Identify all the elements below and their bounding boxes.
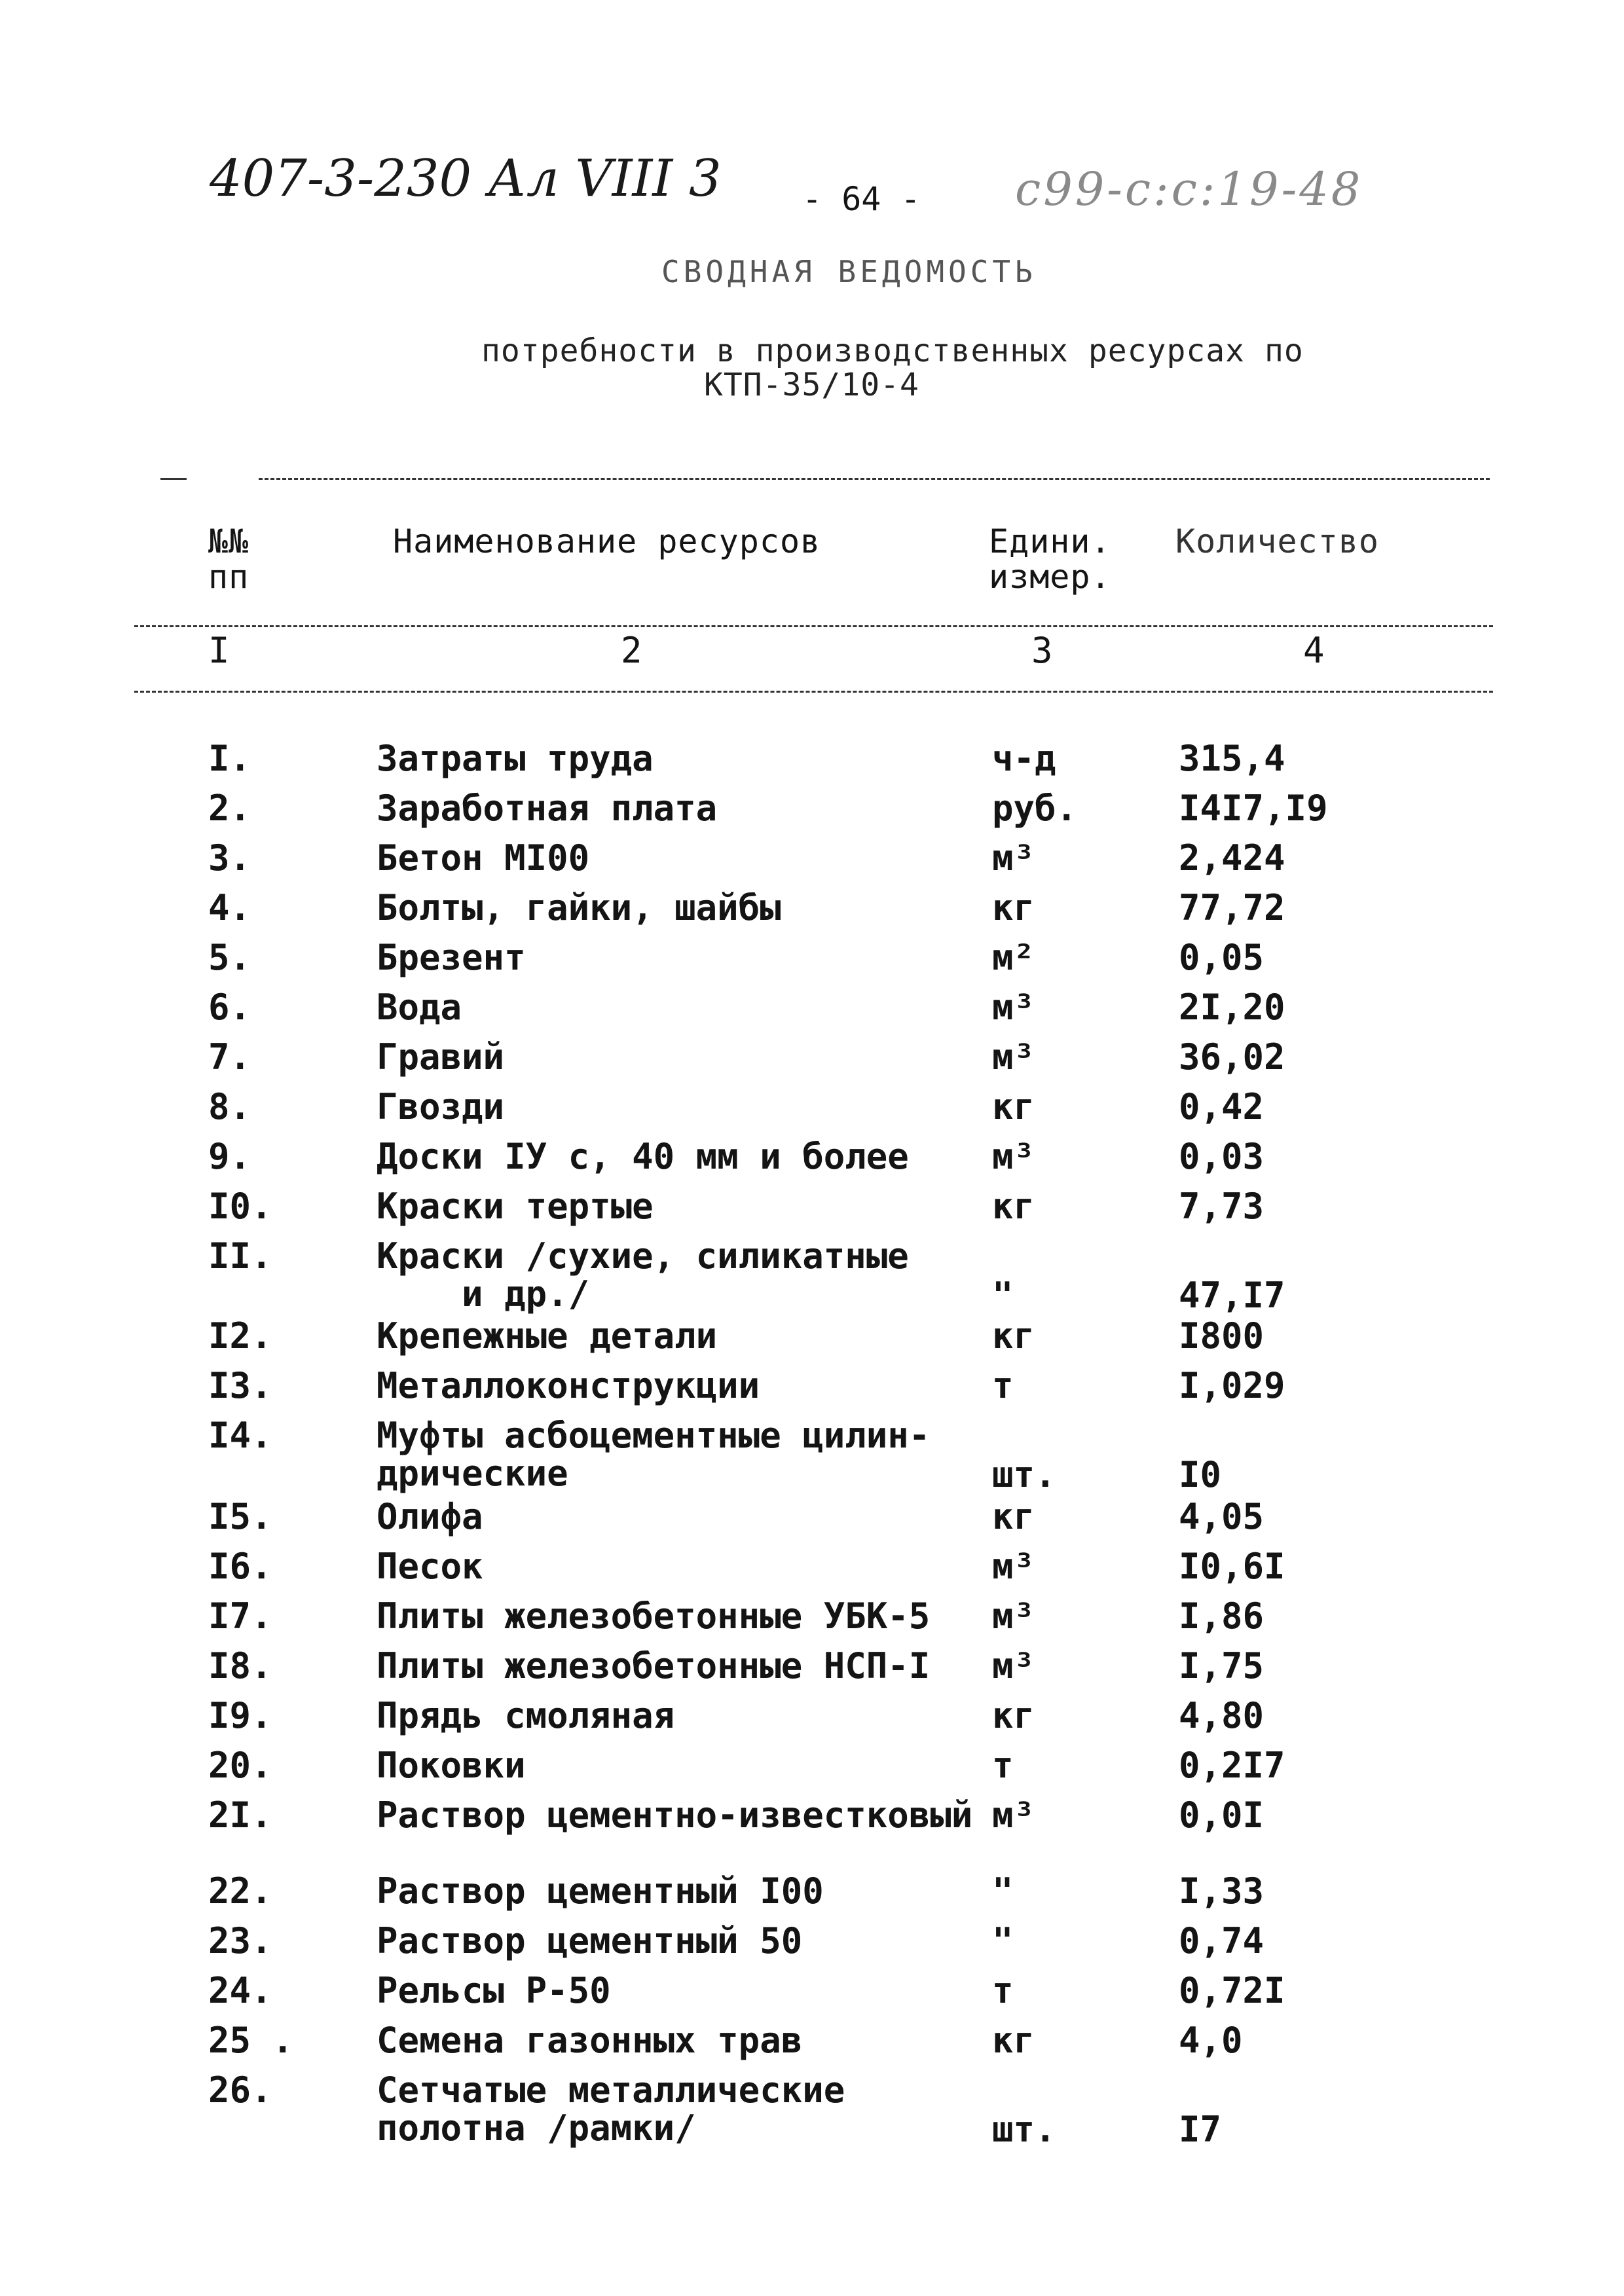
row-number: I0. xyxy=(208,1186,272,1227)
quantity: 2I,20 xyxy=(1179,987,1285,1028)
resource-name: Поковки xyxy=(377,1745,526,1786)
quantity: 0,03 xyxy=(1179,1136,1264,1177)
header-num-label: №№ пп xyxy=(208,522,249,596)
row-number: 5. xyxy=(208,937,251,978)
stamp-number: с99-с:с:19-48 xyxy=(1015,162,1363,216)
quantity: 7,73 xyxy=(1179,1186,1264,1227)
row-number: I6. xyxy=(208,1546,272,1587)
quantity: I7 xyxy=(1179,2109,1222,2150)
unit-of-measure: руб. xyxy=(992,788,1078,829)
quantity: 0,2I7 xyxy=(1179,1745,1285,1786)
unit-of-measure: кг xyxy=(992,1086,1035,1127)
row-number: 26. xyxy=(208,2069,272,2111)
resource-name: Краски тертые xyxy=(377,1186,654,1227)
page-number: - 64 - xyxy=(802,180,921,218)
quantity: I,33 xyxy=(1179,1870,1264,1912)
unit-of-measure: кг xyxy=(992,887,1035,928)
quantity: 2,424 xyxy=(1179,837,1285,879)
resource-name: Семена газонных трав xyxy=(377,2020,803,2061)
unit-of-measure: шт. xyxy=(992,2109,1056,2150)
unit-of-measure: м³ xyxy=(992,1036,1035,1078)
unit-of-measure: шт. xyxy=(992,1454,1056,1495)
unit-of-measure: м² xyxy=(992,937,1035,978)
quantity: 0,0I xyxy=(1179,1795,1264,1836)
row-number: 9. xyxy=(208,1136,251,1177)
quantity: 0,74 xyxy=(1179,1920,1264,1961)
header-unit-label: Едини. измер. xyxy=(989,522,1111,596)
quantity: I,029 xyxy=(1179,1365,1285,1406)
resource-name: Затраты труда xyxy=(377,738,654,779)
quantity: 0,42 xyxy=(1179,1086,1264,1127)
resource-name: Бетон МI00 xyxy=(377,837,590,879)
row-number: II. xyxy=(208,1235,272,1277)
document-subtitle-object: КТП-35/10-4 xyxy=(704,367,919,403)
row-number: 6. xyxy=(208,987,251,1028)
row-number: 8. xyxy=(208,1086,251,1127)
col-number-3: 3 xyxy=(1031,630,1053,671)
row-number: I3. xyxy=(208,1365,272,1406)
resource-name: Раствор цементный 50 xyxy=(377,1920,803,1961)
quantity: 4,05 xyxy=(1179,1496,1264,1537)
column-numbers-bottom-rule xyxy=(134,691,1493,693)
row-number: 2. xyxy=(208,788,251,829)
resource-name: Плиты железобетонные НСП-I xyxy=(377,1645,931,1686)
row-number: I8. xyxy=(208,1645,272,1686)
quantity: 0,72I xyxy=(1179,1970,1285,2011)
unit-of-measure: " xyxy=(992,1275,1014,1316)
resource-name: Песок xyxy=(377,1546,483,1587)
resource-name: Сетчатые металлические полотна /рамки/ xyxy=(377,2069,845,2149)
unit-of-measure: м³ xyxy=(992,1645,1035,1686)
unit-of-measure: ч-д xyxy=(992,738,1056,779)
document-title: СВОДНАЯ ВЕДОМОСТЬ xyxy=(661,254,1037,289)
row-number: 20. xyxy=(208,1745,272,1786)
unit-of-measure: " xyxy=(992,1870,1014,1912)
unit-of-measure: кг xyxy=(992,1186,1035,1227)
resource-name: Гвозди xyxy=(377,1086,505,1127)
unit-of-measure: кг xyxy=(992,1496,1035,1537)
row-number: I9. xyxy=(208,1695,272,1736)
resource-name: Болты, гайки, шайбы xyxy=(377,887,781,928)
col-number-2: 2 xyxy=(621,630,642,671)
row-number: 3. xyxy=(208,837,251,879)
row-number: I7. xyxy=(208,1595,272,1637)
quantity: I,75 xyxy=(1179,1645,1264,1686)
unit-of-measure: " xyxy=(992,1920,1014,1961)
table-top-rule-short xyxy=(160,478,187,480)
quantity: 77,72 xyxy=(1179,887,1285,928)
resource-name: Рельсы Р-50 xyxy=(377,1970,611,2011)
col-number-4: 4 xyxy=(1303,630,1325,671)
header-qty: Количество xyxy=(1175,522,1380,560)
unit-of-measure: м³ xyxy=(992,1595,1035,1637)
row-number: 7. xyxy=(208,1036,251,1078)
resource-name: Раствор цементный I00 xyxy=(377,1870,824,1912)
quantity: I4I7,I9 xyxy=(1179,788,1328,829)
resource-name: Олифа xyxy=(377,1496,483,1537)
resource-name: Металлоконструкции xyxy=(377,1365,760,1406)
row-number: 24. xyxy=(208,1970,272,2011)
quantity: I0,6I xyxy=(1179,1546,1285,1587)
unit-of-measure: м³ xyxy=(992,1136,1035,1177)
row-number: 23. xyxy=(208,1920,272,1961)
unit-of-measure: м³ xyxy=(992,1795,1035,1836)
unit-of-measure: м³ xyxy=(992,837,1035,879)
quantity: 4,80 xyxy=(1179,1695,1264,1736)
unit-of-measure: т xyxy=(992,1365,1014,1406)
resource-name: Заработная плата xyxy=(377,788,718,829)
quantity: 47,I7 xyxy=(1179,1275,1285,1316)
resource-name: Доски IУ с, 40 мм и более xyxy=(377,1136,909,1177)
resource-name: Гравий xyxy=(377,1036,505,1078)
quantity: 4,0 xyxy=(1179,2020,1243,2061)
unit-of-measure: кг xyxy=(992,2020,1035,2061)
resource-name: Плиты железобетонные УБК-5 xyxy=(377,1595,931,1637)
header-bottom-rule xyxy=(134,625,1493,627)
document-subtitle: потребности в производственных ресурсах по xyxy=(481,333,1304,369)
unit-of-measure: м³ xyxy=(992,1546,1035,1587)
quantity: 36,02 xyxy=(1179,1036,1285,1078)
resource-name: Крепежные детали xyxy=(377,1315,718,1357)
row-number: 4. xyxy=(208,887,251,928)
unit-of-measure: кг xyxy=(992,1695,1035,1736)
resource-name: Вода xyxy=(377,987,462,1028)
unit-of-measure: кг xyxy=(992,1315,1035,1357)
header-num xyxy=(208,524,261,594)
row-number: 2I. xyxy=(208,1795,272,1836)
header-name: Наименование ресурсов xyxy=(393,522,821,560)
row-number: I5. xyxy=(208,1496,272,1537)
row-number: I4. xyxy=(208,1415,272,1456)
table-top-rule xyxy=(259,478,1490,480)
resource-name: Прядь смоляная xyxy=(377,1695,675,1736)
row-number: I. xyxy=(208,738,251,779)
quantity: 315,4 xyxy=(1179,738,1285,779)
document-code: 407-3-230 Ал VIII 3 xyxy=(210,149,722,208)
row-number: 25 . xyxy=(208,2020,294,2061)
unit-of-measure: т xyxy=(992,1745,1014,1786)
resource-name: Краски /сухие, силикатные и др./ xyxy=(377,1235,909,1315)
header-unit xyxy=(989,524,1126,594)
unit-of-measure: м³ xyxy=(992,987,1035,1028)
col-number-1: I xyxy=(208,630,230,671)
row-number: 22. xyxy=(208,1870,272,1912)
resource-name: Муфты асбоцементные цилин- дрические xyxy=(377,1415,931,1494)
quantity: 0,05 xyxy=(1179,937,1264,978)
row-number: I2. xyxy=(208,1315,272,1357)
unit-of-measure: т xyxy=(992,1970,1014,2011)
resource-name: Раствор цементно-известковый xyxy=(377,1795,973,1836)
resource-name: Брезент xyxy=(377,937,526,978)
quantity: I,86 xyxy=(1179,1595,1264,1637)
quantity: I800 xyxy=(1179,1315,1264,1357)
quantity: I0 xyxy=(1179,1454,1222,1495)
